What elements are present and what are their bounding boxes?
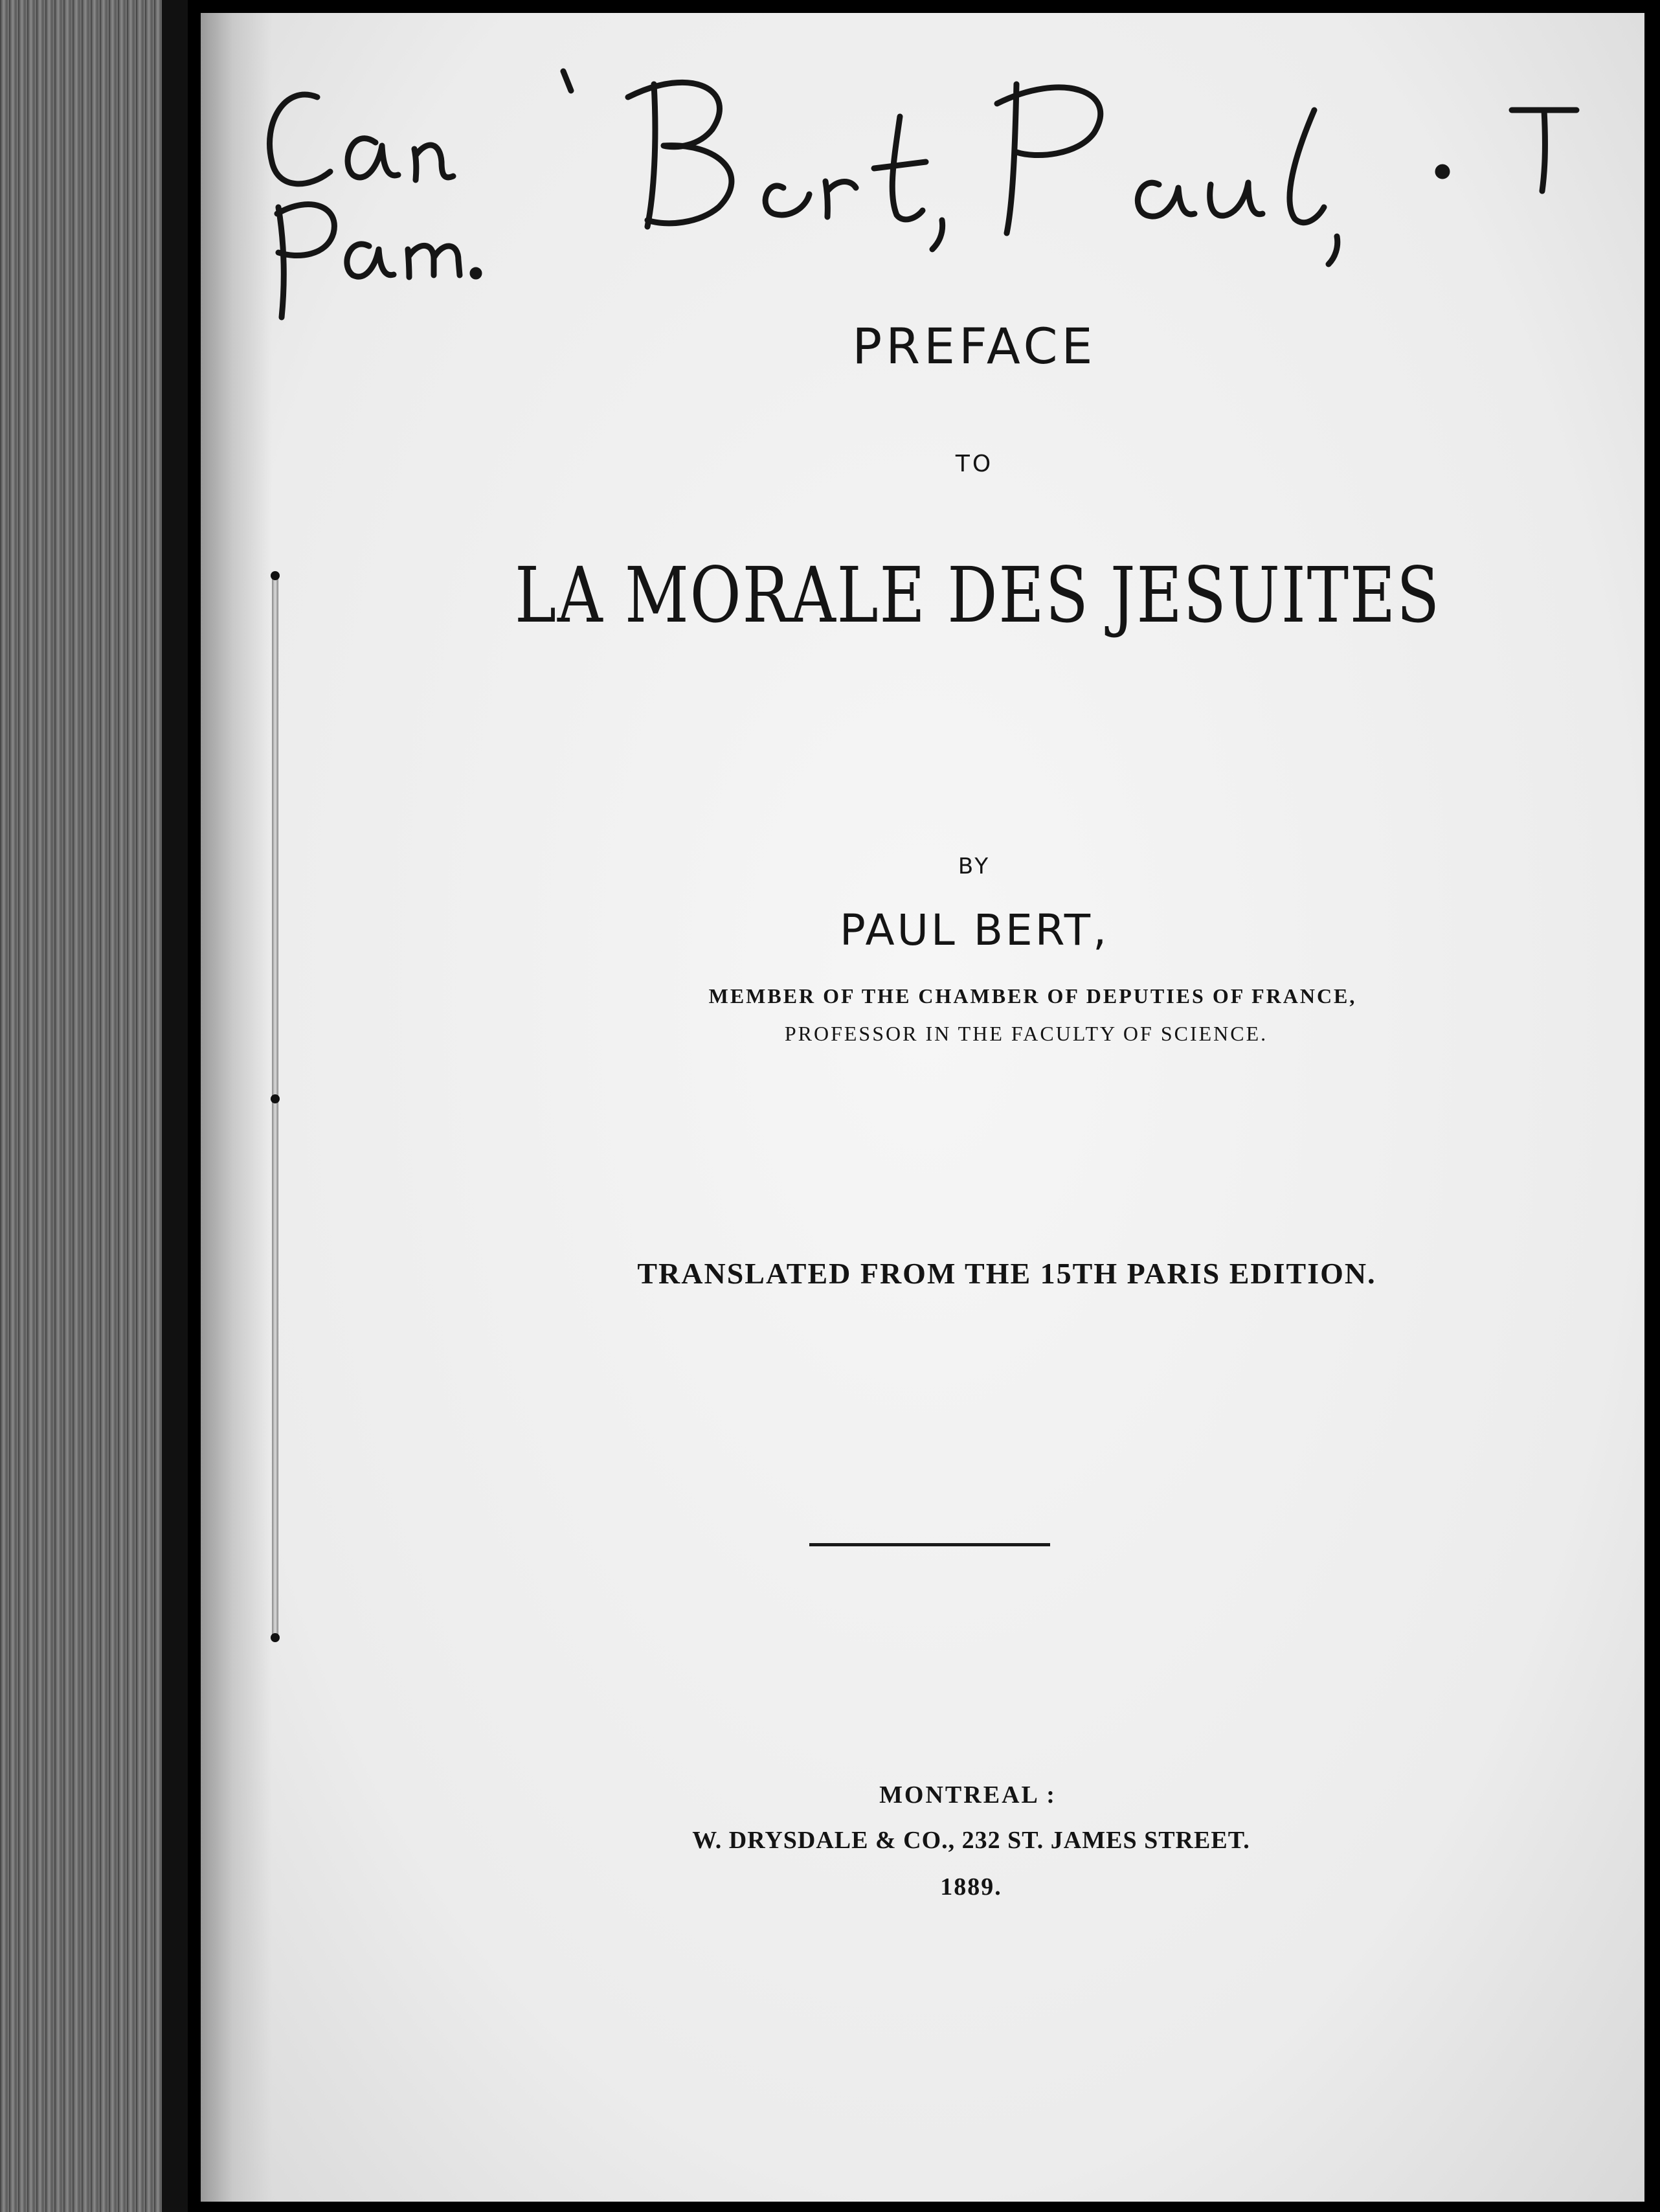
- stitch-hole: [271, 571, 280, 580]
- author-affiliation-1: MEMBER OF THE CHAMBER OF DEPUTIES OF FRANCE,: [708, 984, 1357, 1008]
- divider-rule: [809, 1543, 1050, 1546]
- imprint-year: 1889.: [940, 1873, 1002, 1901]
- imprint-publisher: W. DRYSDALE & CO., 232 ST. JAMES STREET.: [692, 1827, 1250, 1854]
- heading-connector: TO: [955, 451, 994, 477]
- handwritten-inscription: [201, 13, 1644, 337]
- author-name: PAUL BERT,: [839, 905, 1110, 955]
- main-title: LA MORALE DES JESUITES: [515, 550, 1441, 640]
- byline-label: BY: [958, 853, 991, 879]
- translation-note: TRANSLATED FROM THE 15TH PARIS EDITION.: [637, 1257, 1376, 1290]
- book-spine: [0, 0, 188, 2212]
- stitch-hole: [271, 1633, 280, 1642]
- spine-edge: [162, 0, 188, 2212]
- imprint-city: MONTREAL :: [879, 1781, 1057, 1809]
- heading-preface: PREFACE: [852, 317, 1097, 375]
- author-affiliation-2: PROFESSOR IN THE FACULTY OF SCIENCE.: [784, 1022, 1268, 1045]
- binding-stitch: [272, 576, 278, 1638]
- stitch-hole: [271, 1094, 280, 1103]
- page: [201, 13, 1644, 2202]
